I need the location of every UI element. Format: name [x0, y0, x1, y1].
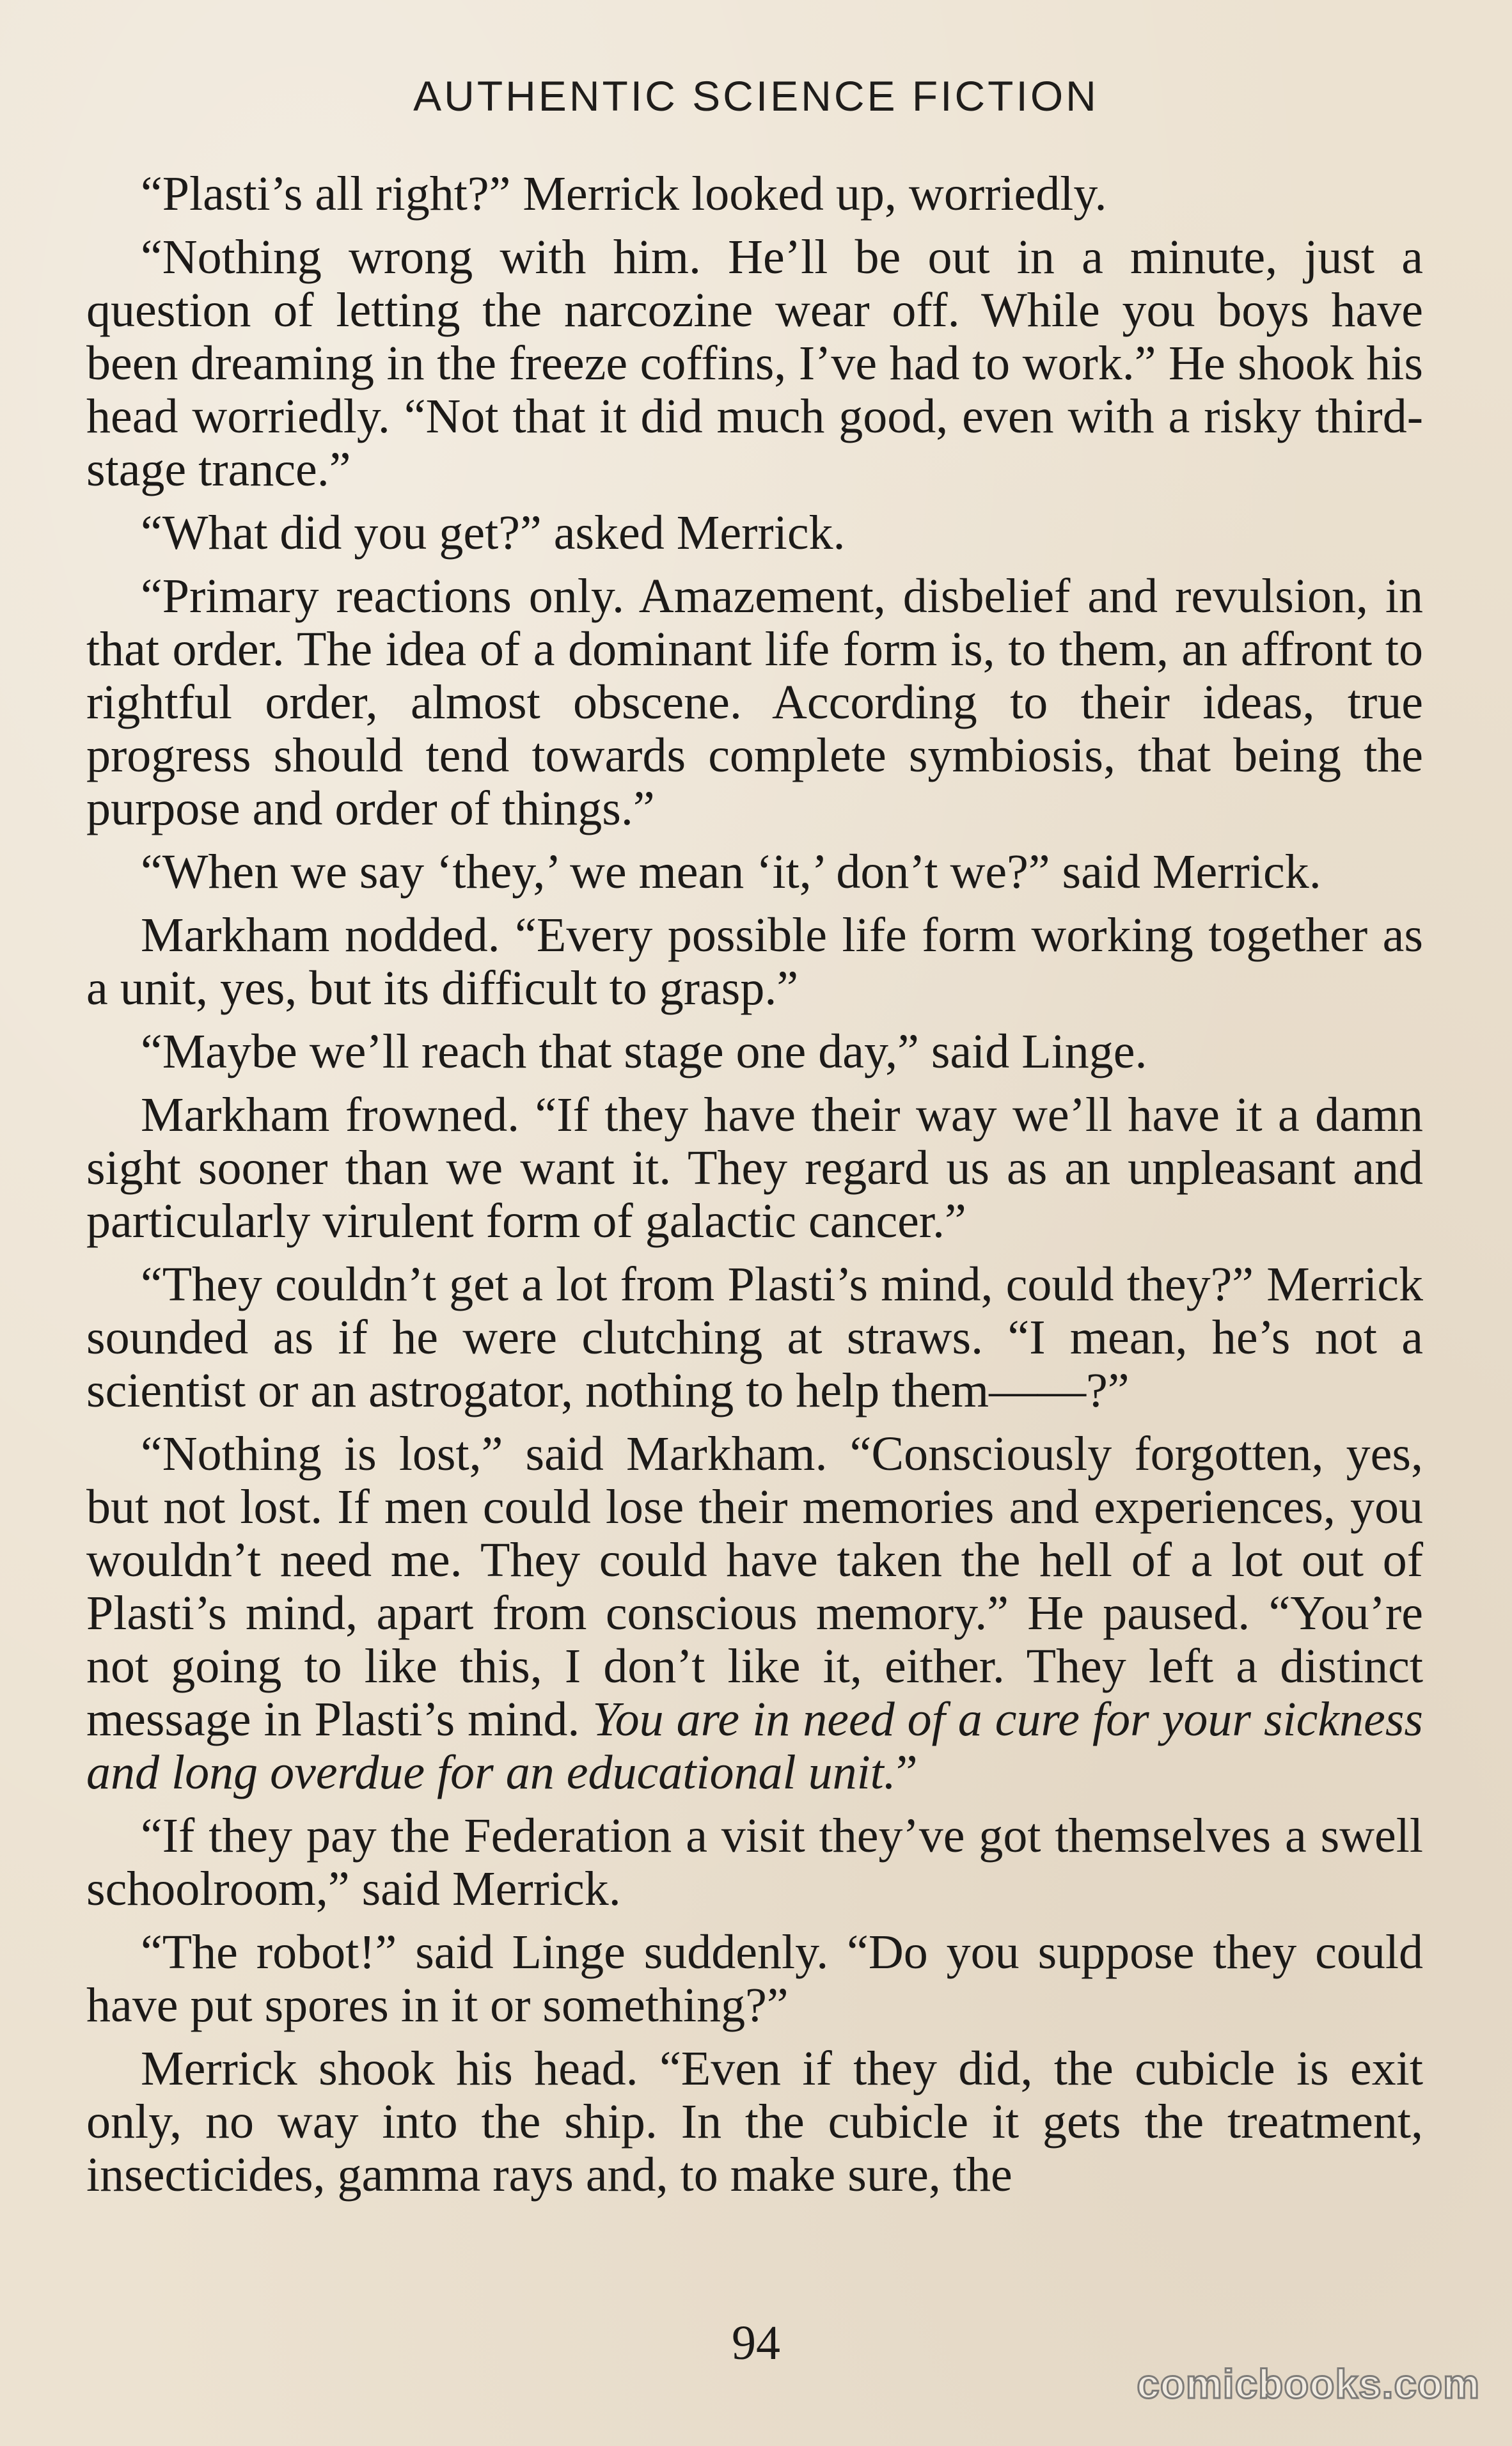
paragraph: “If they pay the Federation a visit they’ve got themselves a swell schoolroom,” said Merrick.	[86, 1809, 1423, 1916]
italic-message: You are in need of a cure for your sickness and long overdue for an educational unit.	[86, 1692, 1423, 1799]
paragraph: “Primary reactions only. Amazement, disbelief and revulsion, in that order. The idea of a dominant life form is, to them, an affront to rightful order, almost obscene. According to their ideas, true progress should tend towards complete symbiosis, that being the purpose and order of things.”	[86, 569, 1423, 835]
watermark: comicbooks.com	[1137, 2361, 1480, 2407]
paragraph: “Nothing is lost,” said Markham. “Consciously forgotten, yes, but not lost. If men could lose their memories and experiences, you wouldn’t need me. They could have taken the hell of a lot out of Plasti’s mind, apart from conscious memory.” He paused. “You’re not going to like this, I don’t like it, either. They left a distinct message in Plasti’s mind. You are in need of a cure for your sickness and long overdue for an educational unit.”	[86, 1427, 1423, 1799]
paragraph: Markham frowned. “If they have their way we’ll have it a damn sight sooner than we want it. They regard us as an unpleasant and particularly virulent form of galactic cancer.”	[86, 1088, 1423, 1248]
paragraph: “When we say ‘they,’ we mean ‘it,’ don’t we?” said Merrick.	[141, 845, 1321, 899]
body-text	[86, 168, 1423, 2212]
page-number: 94	[732, 2316, 780, 2370]
paragraph: “Nothing wrong with him. He’ll be out in a minute, just a question of letting the narcozine wear off. While you boys have been dreaming in the freeze coffins, I’ve had to work.” He shook his head worriedly. “Not that it did much good, even with a risky third-stage trance.”	[86, 230, 1423, 496]
paragraph: Merrick shook his head. “Even if they did, the cubicle is exit only, no way into the ship. In the cubicle it gets the treatment, insecticides, gamma rays and, to make sure, the	[86, 2042, 1423, 2202]
paragraph: “What did you get?” asked Merrick.	[141, 506, 846, 560]
paragraph: “They couldn’t get a lot from Plasti’s mind, could they?” Merrick sounded as if he were clutching at straws. “I mean, he’s not a scientist or an astrogator, nothing to help them——?”	[86, 1258, 1423, 1417]
paragraph: “Plasti’s all right?” Merrick looked up, worriedly.	[141, 167, 1107, 221]
paragraph: “The robot!” said Linge suddenly. “Do you suppose they could have put spores in it or something?”	[86, 1925, 1423, 2032]
running-head: AUTHENTIC SCIENCE FICTION	[413, 72, 1099, 120]
paragraph: “Maybe we’ll reach that stage one day,” said Linge.	[141, 1025, 1147, 1078]
paragraph: Markham nodded. “Every possible life form working together as a unit, yes, but its difficult to grasp.”	[86, 908, 1423, 1015]
